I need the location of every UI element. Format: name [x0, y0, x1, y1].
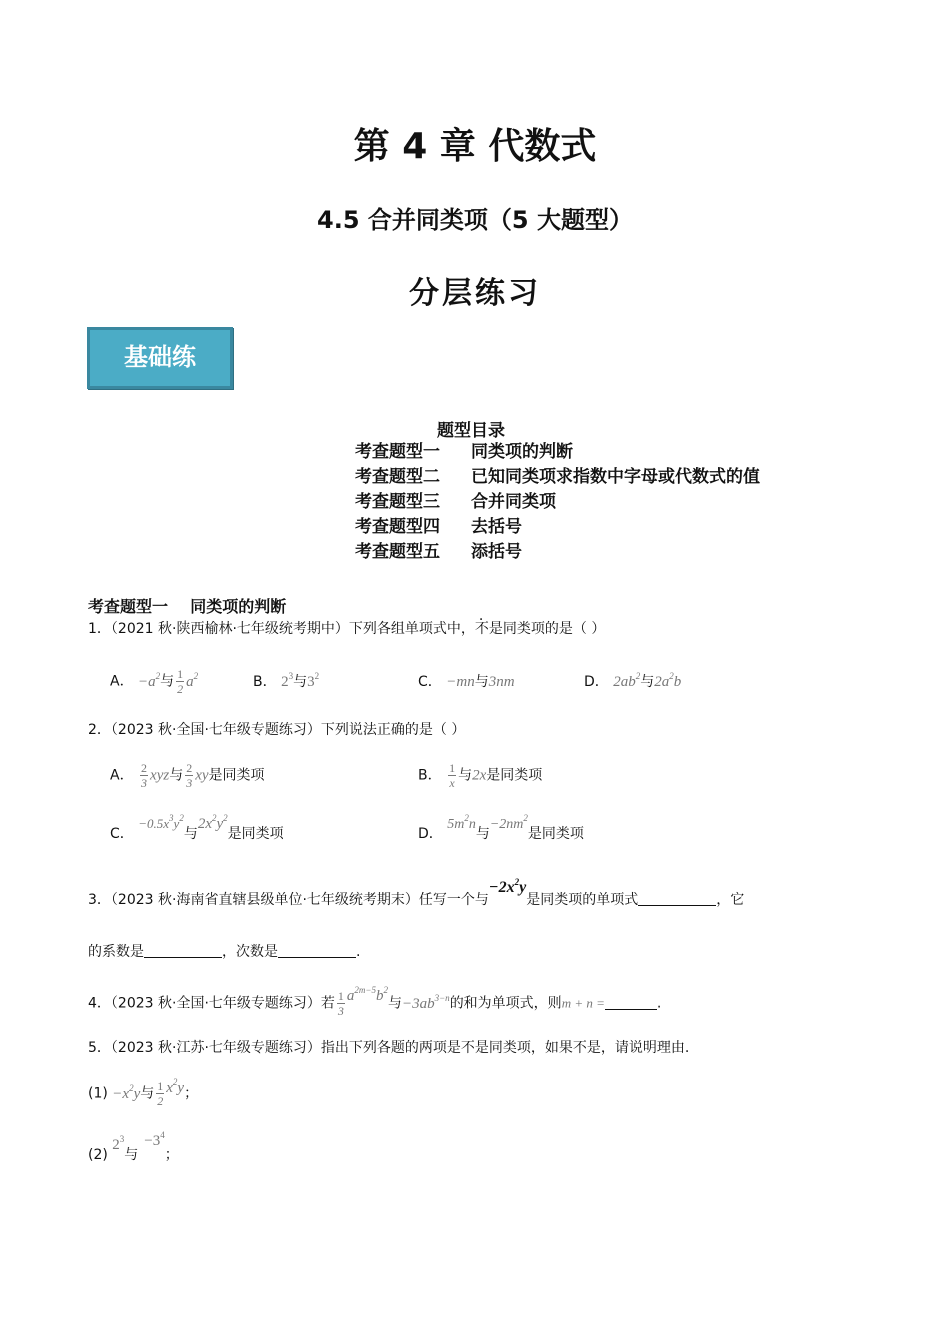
answer-blank[interactable]	[278, 943, 356, 958]
math-fraction: $\frac{2}{3}$	[141, 761, 148, 790]
math-fraction: $\frac{1}{x}$	[449, 761, 456, 790]
question-2-option-d[interactable]: D． $5m^2n$与$-2nm^2$是同类项	[418, 813, 584, 842]
math-expression: −mn	[446, 674, 475, 690]
question-2-option-c[interactable]: C． $-0.5x^3y^2$与$2x^2y^2$是同类项	[110, 813, 284, 842]
math-expression: $-0.5x^3y^2$	[138, 813, 184, 831]
math-expression: $2^3$	[281, 671, 294, 690]
question-1-option-c[interactable]: C． −mn与3nm	[418, 674, 515, 690]
toc-title: 题型目录	[437, 421, 505, 441]
math-expression: $-a^2$	[138, 670, 161, 690]
level-badge	[87, 327, 233, 389]
toc-item[interactable]: 考查题型三 合并同类项	[355, 492, 556, 512]
level-badge-label: 基础练	[124, 342, 196, 371]
toc-list	[355, 440, 760, 565]
answer-blank[interactable]	[605, 995, 657, 1010]
question-5-part-1: $(1) -x^2y$与 $\frac{1}{2}$ $x^2y$；	[88, 1076, 199, 1108]
math-expression: $2^3$	[112, 1134, 125, 1153]
answer-blank[interactable]	[638, 891, 716, 906]
chapter-title: 第 4 章 代数式	[353, 126, 597, 167]
section-title: 4.5 合并同类项（5 大题型）	[317, 206, 633, 234]
question-1-option-a[interactable]: A． $-a^2$与 $\frac{1}{2}$ $a^2$	[110, 667, 199, 696]
math-expression: $2ab^2$	[613, 671, 641, 690]
toc-item[interactable]: 考查题型五 添括号	[355, 542, 522, 562]
question-3-stem: 3．（2023 秋·海南省直辖县级单位·七年级统考期末）任写一个与$-2x^2y$是同类项的单项式 ，它	[88, 877, 745, 908]
toc-item[interactable]: 考查题型一 同类项的判断	[355, 442, 573, 462]
math-fraction: $\frac{1}{3}$	[337, 989, 344, 1018]
question-3-line2: 的系数是 ，次数是 .	[88, 944, 361, 960]
question-5-part-2: (2) $2^3$与$-3^4$；	[88, 1130, 179, 1163]
question-4-stem: 4．（2023 秋·全国·七年级专题练习）若 $\frac{1}{3}$ $a^{2m-5}b^2$与$-3ab^{3-n}$的和为单项式，则m + n = .	[88, 984, 662, 1018]
math-fraction: $\frac{1}{2}$	[177, 667, 184, 696]
question-2-option-b[interactable]: B． $\frac{1}{x}$ 与2x是同类项	[418, 761, 543, 790]
toc-item[interactable]: 考查题型四 去括号	[355, 517, 522, 537]
question-2-stem: 2．（2023 秋·全国·七年级专题练习）下列说法正确的是（ ）	[88, 722, 466, 738]
emphasis-text: 不是	[474, 621, 503, 637]
question-1-stem: 1．（2021 秋·陕西榆林·七年级统考期中）下列各组单项式中，不是同类项的是（ ）	[88, 621, 606, 637]
math-expression: $-2x^2y$	[488, 877, 527, 896]
math-expression: $5m^2n$	[447, 813, 476, 832]
question-1-option-b[interactable]: B． $2^3$与$3^2$	[253, 671, 320, 690]
page-subtitle: 分层练习	[409, 276, 541, 311]
math-expression: $-x^2y$	[112, 1082, 141, 1102]
answer-blank[interactable]	[144, 943, 222, 958]
toc-item[interactable]: 考查题型二 已知同类项求指数中字母或代数式的值	[355, 467, 760, 487]
section-heading: 考查题型一 同类项的判断	[88, 597, 287, 616]
question-1-option-d[interactable]: D． $2ab^2$与$2a^2b$	[584, 671, 682, 690]
question-5-stem: 5．（2023 秋·江苏·七年级专题练习）指出下列各题的两项是不是同类项，如果不是，请说明理由.	[88, 1040, 690, 1056]
question-2-option-a[interactable]: A． $\frac{2}{3}$ xyz与 $\frac{2}{3}$ xy是同类项	[110, 761, 265, 790]
